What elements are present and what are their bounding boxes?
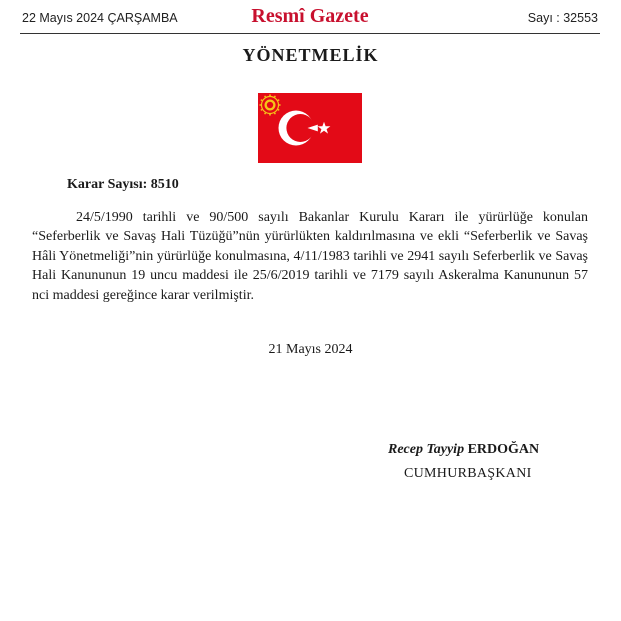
document-title: YÖNETMELİK xyxy=(242,45,379,65)
issue-number: Sayı : 32553 xyxy=(527,11,598,25)
decision-body-text: 24/5/1990 tarihli ve 90/500 sayılı Bakanlar Kurulu Kararı ile yürürlüğe konulan “Seferberlik ve Savaş Hali Tüzüğü”nün yürürlükten kaldırılmasına ve ekli “Seferberlik ve Savaş Hâli Yönetmeliği”nin yürürlüğe konulmasına, 4/11/1983 tarihli ve 2941 sayılı Seferberlik ve Savaş Hali Kanununun 19 uncu maddesi ile 25/6/2019 tarihli ve 7179 sayılı Askeralma Kanununun 57 nci maddesi gereğince karar verilmiştir. xyxy=(32,210,588,303)
turkish-flag-image xyxy=(258,93,362,163)
signer-name xyxy=(388,442,539,458)
publication-date: 22 Mayıs 2024 ÇARŞAMBA xyxy=(22,11,178,25)
decision-number: Karar Sayısı: 8510 xyxy=(67,177,179,192)
signer-first-names: Recep Tayyip xyxy=(388,442,465,457)
header-divider xyxy=(20,33,600,34)
gazette-name: Resmî Gazete xyxy=(251,5,369,27)
signer-surname: ERDOĞAN xyxy=(467,442,540,457)
signature-date: 21 Mayıs 2024 xyxy=(268,342,353,357)
signer-title: CUMHURBAŞKANI xyxy=(404,466,532,481)
gazette-header xyxy=(20,5,600,34)
